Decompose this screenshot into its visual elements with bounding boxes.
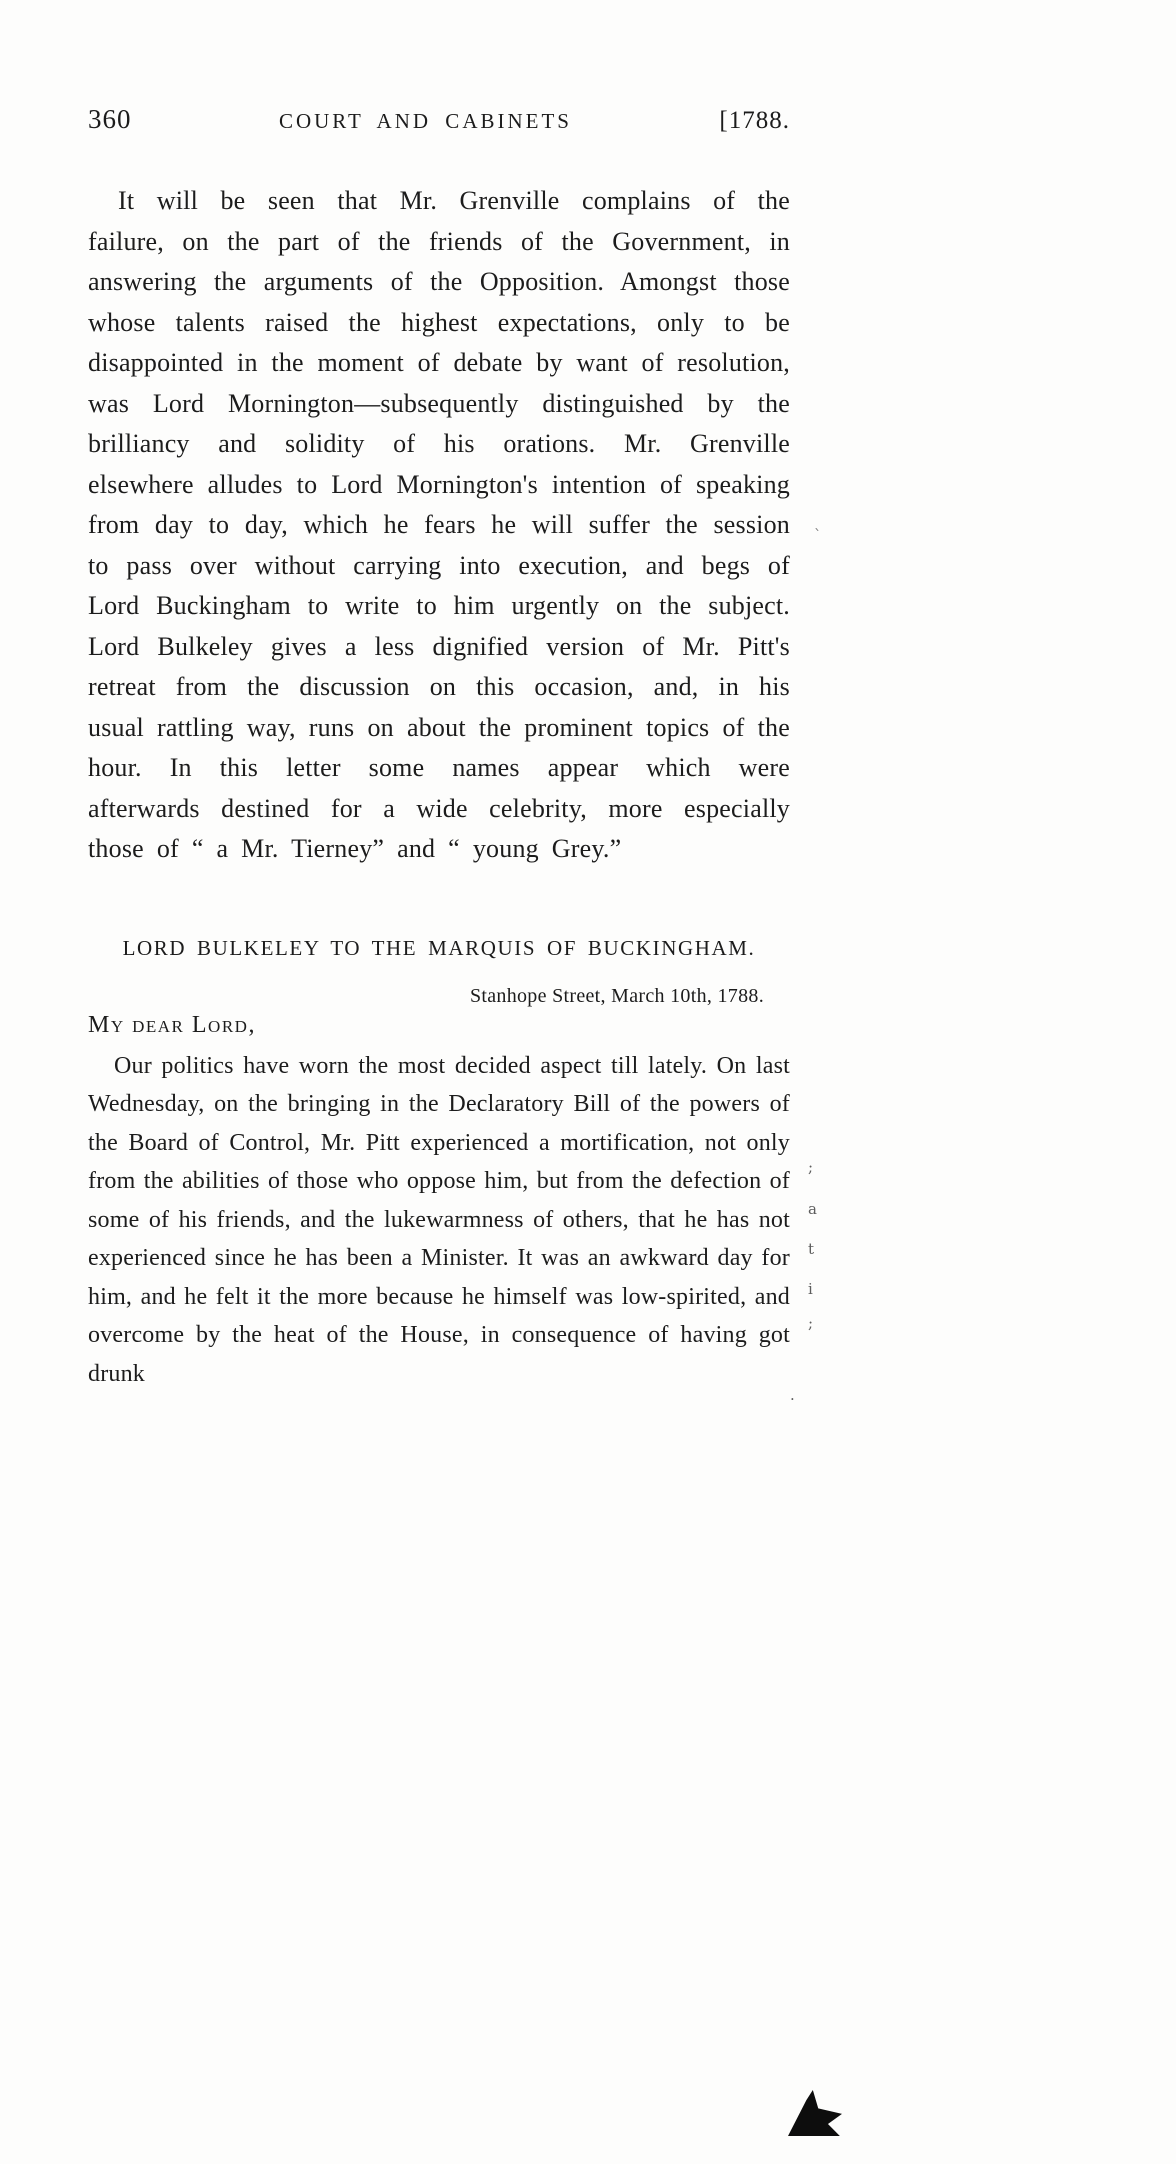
scan-speck: t	[808, 1240, 815, 1258]
year-marker: [1788.	[719, 107, 790, 134]
scan-speck: a	[808, 1200, 817, 1218]
scan-speck: i	[808, 1280, 813, 1298]
ink-blot-artifact	[788, 2090, 842, 2136]
page-content	[88, 104, 790, 1393]
letter-heading: LORD BULKELEY TO THE MARQUIS OF BUCKINGHAM.	[122, 935, 756, 960]
letter-body-paragraph: Our politics have worn the most decided aspect till lately. On last Wednesday, on the bringing in the Declaratory Bill of the powers of the Board of Control, Mr. Pitt experienced a mortification, not only from the abilities of those who oppose him, but from the defection of some of his friends, and the lukewarmness of others, that he has not experienced since he has been a Minister. It was an awkward day for him, and he felt it the more because he himself was low-spirited, and overcome by the heat of the House, in consequence of having got drunk	[88, 1052, 790, 1387]
running-title: COURT AND CABINETS	[278, 109, 572, 133]
scan-speck: `	[814, 526, 822, 544]
scan-speck: ;	[808, 1158, 814, 1176]
scan-speck: ;	[808, 1314, 814, 1332]
page-number: 360	[88, 104, 132, 134]
intro-paragraph: It will be seen that Mr. Grenville complains of the failure, on the part of the friends of the Government, in answering the arguments of the Opposition. Amongst those whose talents raised the highest expectations, only to be disappointed in the moment of debate by want of resolution, was Lord Mornington—subsequently distinguished by the brilliancy and solidity of his orations. Mr. Grenville elsewhere alludes to Lord Mornington's intention of speaking from day to day, which he fears he will suffer the session to pass over without carrying into execution, and begs of Lord Buckingham to write to him urgently on the subject. Lord Bulkeley gives a less dignified version of Mr. Pitt's retreat from the discussion on this occasion, and, in his usual rattling way, runs on about the prominent topics of the hour. In this letter some names appear which were afterwards destined for a wide celebrity, more especially those of “ a Mr. Tierney” and “ young Grey.”	[88, 186, 790, 863]
letter-dateline: Stanhope Street, March 10th, 1788.	[469, 984, 764, 1007]
scan-speck: ·	[790, 1390, 795, 1408]
page-header	[88, 104, 790, 135]
letter-salutation: My dear Lord,	[88, 1011, 256, 1038]
